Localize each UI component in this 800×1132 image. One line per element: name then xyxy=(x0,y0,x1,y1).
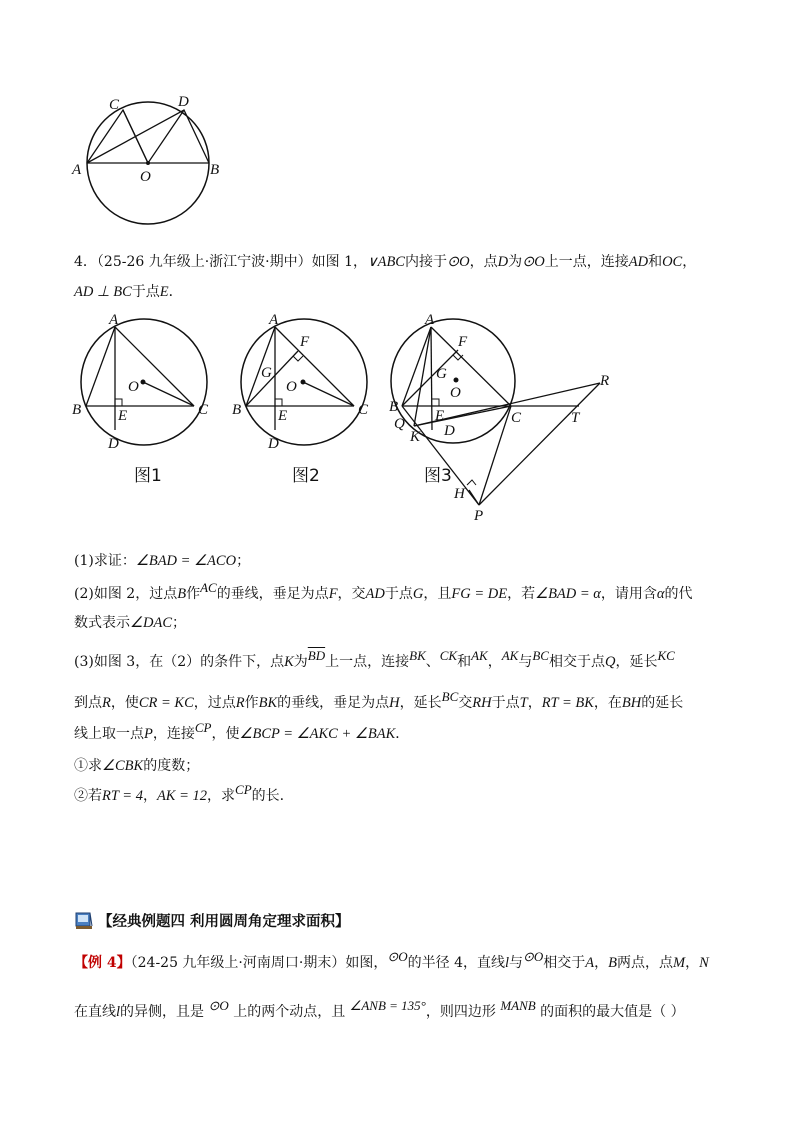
label-O: O xyxy=(128,379,139,395)
label-E: E xyxy=(435,408,445,424)
book-icon xyxy=(74,910,94,930)
label-A: A xyxy=(425,312,435,328)
label-F: F xyxy=(458,334,468,350)
figure-caption: 图2 xyxy=(292,466,320,486)
label-R: R xyxy=(600,373,610,389)
label-E: E xyxy=(118,408,128,424)
label-A: A xyxy=(269,312,279,328)
figure-caption: 图3 xyxy=(424,466,452,486)
label-O: O xyxy=(450,385,461,401)
label-B: B xyxy=(72,402,82,418)
question-3-line2: 到点R，使CR = KC，过点R作BK的垂线，垂足为点H，延长BC交RH于点T，RT = BK，在BH的延长 xyxy=(74,689,684,711)
example4-line1: 【例 4】（24-25 九年级上·河南周口·期末）如图，⊙O的半径 4，直线l与⊙O相交于A，B两点，点M，N xyxy=(74,949,709,971)
label-K: K xyxy=(410,429,421,445)
question-2-line1: (2)如图 2，过点B作AC的垂线，垂足为点F，交AD于点G，且FG = DE，若∠BAD = α，请用含α的代 xyxy=(74,580,693,602)
label-G: G xyxy=(436,366,447,382)
figure-1 xyxy=(66,310,226,490)
label-O: O xyxy=(286,379,297,395)
question-1: (1)求证：∠BAD = ∠ACO； xyxy=(74,553,251,569)
label-C: C xyxy=(198,402,209,418)
label-A: A xyxy=(72,162,82,178)
problem4-line1: 4．（25-26 九年级上·浙江宁波·期中）如图 1，∨ABC内接于⊙O，点D为⊙O上一点，连接AD和OC， xyxy=(74,254,697,270)
sub-question-2: ②若RT = 4，AK = 12，求CP的长. xyxy=(74,782,285,804)
label-D: D xyxy=(178,94,189,110)
label-C: C xyxy=(109,97,120,113)
figure-top xyxy=(60,92,240,232)
section-header xyxy=(74,908,350,932)
label-O: O xyxy=(140,169,151,185)
problem4-line2: AD ⊥ BC于点E． xyxy=(74,284,183,300)
label-D: D xyxy=(268,436,279,452)
label-Q: Q xyxy=(394,416,405,432)
label-H: H xyxy=(454,486,465,502)
label-D: D xyxy=(108,436,119,452)
label-G: G xyxy=(261,365,272,381)
label-B: B xyxy=(232,402,242,418)
label-F: F xyxy=(300,334,310,350)
figure-2 xyxy=(226,310,386,490)
example4-line2: 在直线l的异侧，且是 ⊙O 上的两个动点，且 ∠ANB = 135°，则四边形 MANB 的面积的最大值是（ ） xyxy=(74,998,685,1020)
label-P: P xyxy=(474,508,484,524)
label-E: E xyxy=(278,408,288,424)
question-2-line2: 数式表示∠DAC； xyxy=(74,615,186,631)
sub-question-1: ①求∠CBK的度数； xyxy=(74,758,200,774)
label-C: C xyxy=(358,402,369,418)
label-T: T xyxy=(571,410,580,426)
section-title: 【经典例题四 利用圆周角定理求面积】 xyxy=(98,912,350,930)
label-B: B xyxy=(210,162,220,178)
figure-3 xyxy=(384,310,634,525)
example-tag: 【例 4】 xyxy=(74,955,131,971)
label-D: D xyxy=(444,423,455,439)
question-3-line3: 线上取一点P，连接CP，使∠BCP = ∠AKC + ∠BAK． xyxy=(74,720,410,742)
question-3-line1: (3)如图 3，在（2）的条件下，点K为$\overline{BD}$上一点，连接BK、CK和AK，AK与BC相交于点Q，延长KC xyxy=(74,648,675,670)
figure-caption: 图1 xyxy=(134,466,162,486)
label-C: C xyxy=(511,410,522,426)
label-B: B xyxy=(389,399,399,415)
label-A: A xyxy=(109,312,119,328)
